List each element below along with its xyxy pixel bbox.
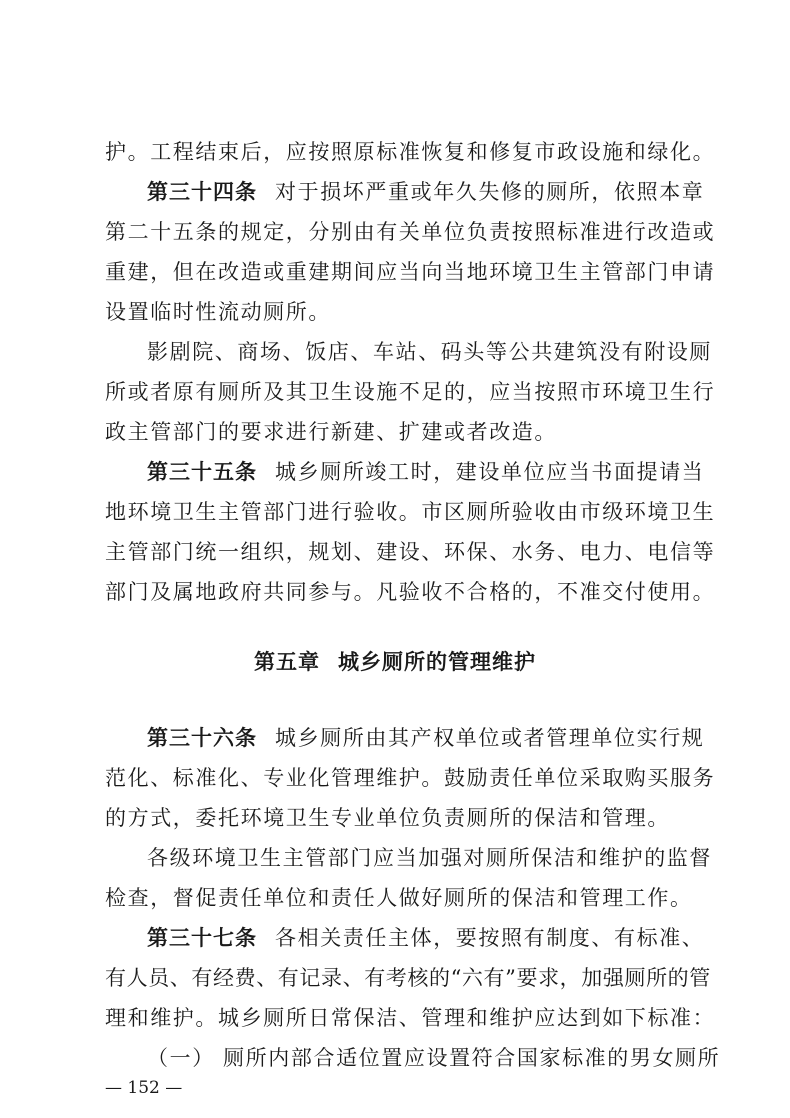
page-number: — 152 — (105, 1078, 183, 1098)
text-line: 所或者原有厕所及其卫生设施不足的，应当按照市环境卫生行 (105, 380, 716, 404)
text-span: 对于损坏严重或年久失修的厕所，依照本章 (275, 180, 705, 204)
text-line: 的方式，委托环境卫生专业单位负责厕所的保洁和管理。 (105, 806, 670, 830)
article-36-first-line (147, 724, 705, 752)
chapter-number: 第五章 (254, 650, 320, 674)
article-37-label: 第三十七条 (147, 926, 257, 950)
text-line: 有人员、有经费、有记录、有考核的“六有”要求，加强厕所的管 (105, 966, 711, 990)
text-line: 部门及属地政府共同参与。凡验收不合格的，不准交付使用。 (105, 580, 716, 604)
text-line: 设置临时性流动厕所。 (105, 300, 331, 324)
article-35-label: 第三十五条 (147, 460, 257, 484)
chapter-heading (0, 648, 790, 676)
chapter-title: 城乡厕所的管理维护 (338, 650, 536, 674)
article-36-label: 第三十六条 (147, 726, 257, 750)
article-34-label: 第三十四条 (147, 180, 257, 204)
text-span: 城乡厕所由其产权单位或者管理单位实行规 (275, 726, 705, 750)
text-line: 重建，但在改造或重建期间应当向当地环境卫生主管部门申请 (105, 260, 716, 284)
text-line: 理和维护。城乡厕所日常保洁、管理和维护应达到如下标准： (105, 1006, 716, 1030)
text-line: 主管部门统一组织，规划、建设、环保、水务、电力、电信等 (105, 540, 716, 564)
text-line: 第二十五条的规定，分别由有关单位负责按照标准进行改造或 (105, 220, 716, 244)
text-line: 范化、标准化、专业化管理维护。鼓励责任单位采取购买服务 (105, 766, 716, 790)
text-span: 各相关责任主体，要按照有制度、有标准、 (275, 926, 705, 950)
text-line: 检查，督促责任单位和责任人做好厕所的保洁和管理工作。 (105, 886, 693, 910)
text-line: 护。工程结束后，应按照原标准恢复和修复市政设施和绿化。 (105, 140, 716, 164)
text-line: 政主管部门的要求进行新建、扩建或者改造。 (105, 420, 557, 444)
article-35-first-line (147, 458, 705, 486)
text-line: 地环境卫生主管部门进行验收。市区厕所验收由市级环境卫生 (105, 500, 716, 524)
article-37-first-line (147, 924, 705, 952)
text-line: 影剧院、商场、饭店、车站、码头等公共建筑没有附设厕 (147, 340, 712, 364)
article-34-first-line (147, 178, 705, 206)
text-span: 城乡厕所竣工时，建设单位应当书面提请当 (275, 460, 705, 484)
text-line: 各级环境卫生主管部门应当加强对厕所保洁和维护的监督 (147, 846, 712, 870)
text-line: （一） 厕所内部合适位置应设置符合国家标准的男女厕所 (147, 1046, 721, 1070)
